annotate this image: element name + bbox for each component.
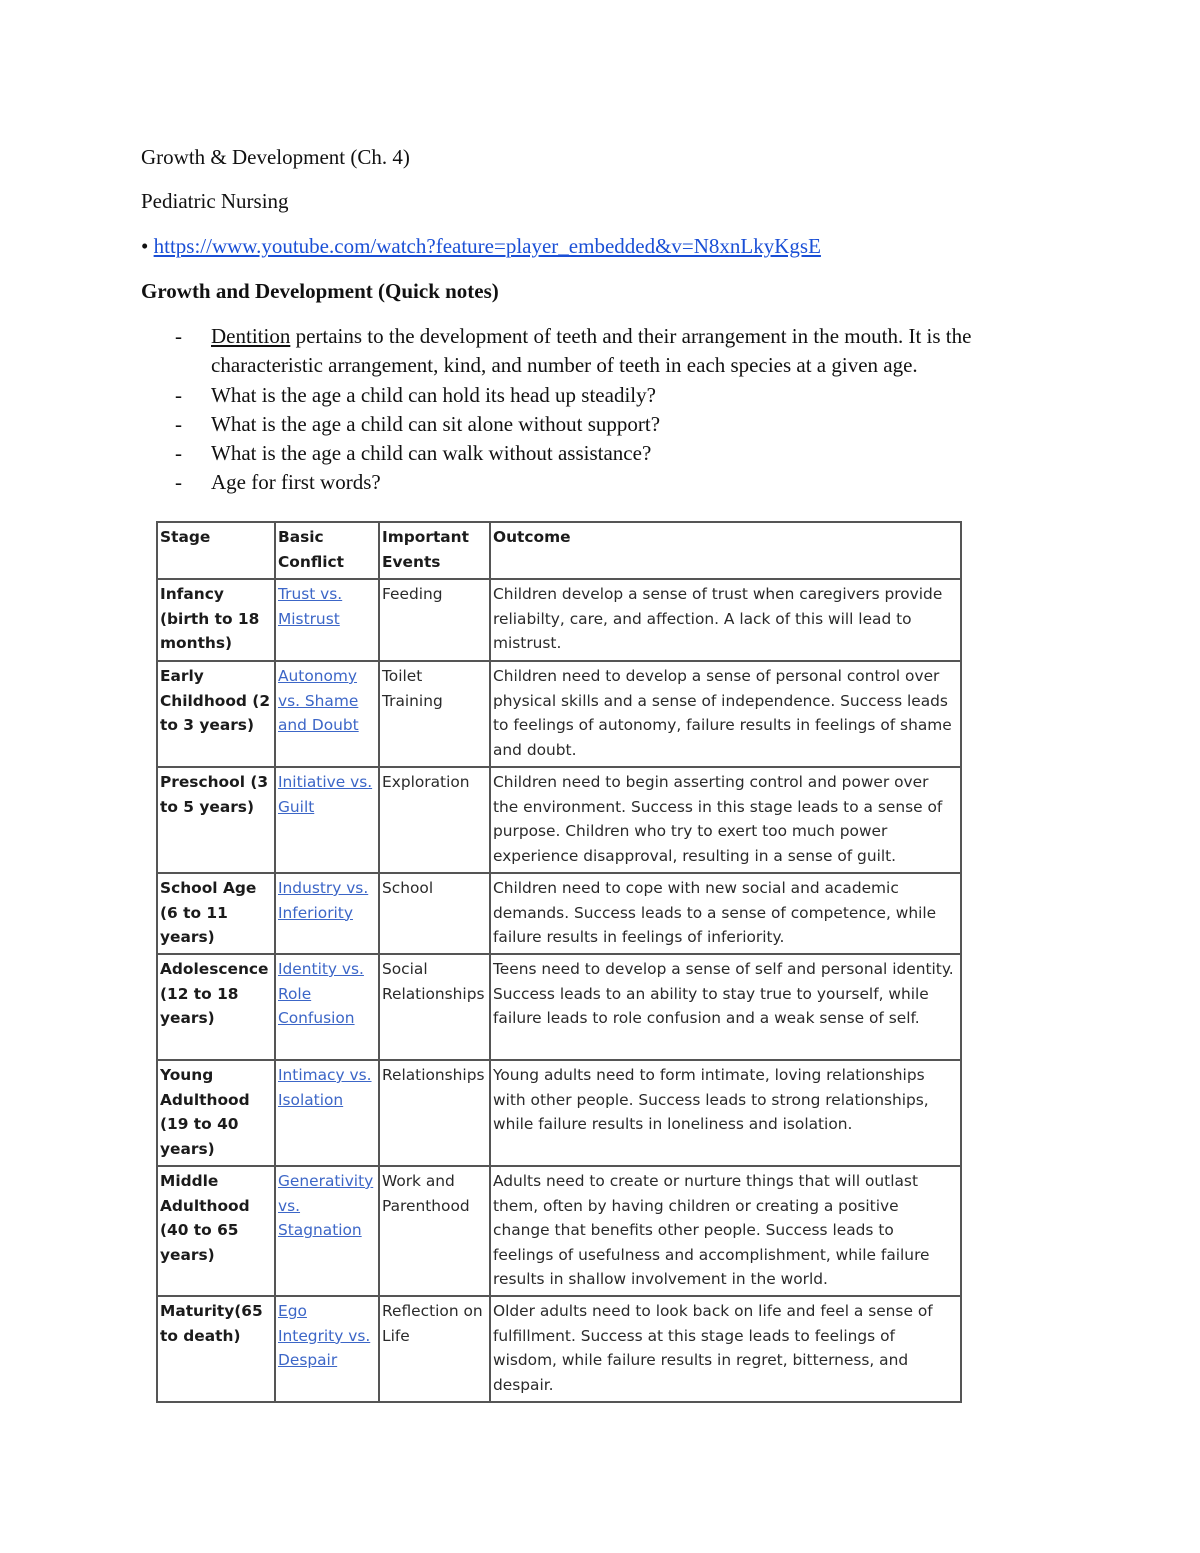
question-walk: What is the age a child can walk without assistance?	[211, 441, 652, 466]
quick-notes-list	[170, 322, 1050, 498]
events-cell: Feeding	[379, 579, 490, 661]
dentition-term: Dentition	[211, 324, 291, 348]
conflict-cell	[275, 873, 379, 954]
conflict-link[interactable]: Autonomy vs. Shame and Doubt	[278, 667, 359, 735]
list-item	[170, 468, 1050, 497]
conflict-cell	[275, 1296, 379, 1402]
events-cell: School	[379, 873, 490, 954]
table-row	[157, 1166, 961, 1296]
bullet: •	[141, 234, 149, 258]
list-item	[170, 410, 1050, 439]
events-cell: Social Relationships	[379, 954, 490, 1060]
header-outcome: Outcome	[490, 522, 961, 579]
table-row	[157, 873, 961, 954]
video-link[interactable]: https://www.youtube.com/watch?feature=player_embedded&v=N8xnLkyKgsE	[153, 234, 821, 258]
stage-cell: Middle Adulthood (40 to 65 years)	[157, 1166, 275, 1296]
question-first-words: Age for first words?	[211, 470, 381, 495]
dash-marker: -	[175, 411, 182, 436]
dash-marker: -	[175, 324, 182, 348]
conflict-link[interactable]: Generativity vs. Stagnation	[278, 1172, 374, 1240]
section-heading: Growth and Development (Quick notes)	[141, 279, 499, 303]
list-item	[170, 439, 1050, 468]
stage-cell: Maturity(65 to death)	[157, 1296, 275, 1402]
question-head-up: What is the age a child can hold its head up steadily?	[211, 382, 656, 407]
header-stage: Stage	[157, 522, 275, 579]
conflict-link[interactable]: Intimacy vs. Isolation	[278, 1066, 372, 1109]
header-important-events: Important Events	[379, 522, 490, 579]
table-header-row	[157, 522, 961, 579]
outcome-cell: Children need to develop a sense of personal control over physical skills and a sense of independence. Success leads to feelings of autonomy, failure results in feelings of shame and doubt.	[490, 661, 961, 767]
header-basic-conflict: Basic Conflict	[275, 522, 379, 579]
conflict-cell	[275, 954, 379, 1060]
table-row	[157, 1060, 961, 1166]
events-cell: Toilet Training	[379, 661, 490, 767]
dash-marker: -	[175, 382, 182, 407]
conflict-cell	[275, 579, 379, 661]
outcome-cell: Older adults need to look back on life and feel a sense of fulfillment. Success at this stage leads to feelings of wisdom, while failure results in regret, bitterness, and despair.	[490, 1296, 961, 1402]
stage-cell: Infancy (birth to 18 months)	[157, 579, 275, 661]
conflict-link[interactable]: Initiative vs. Guilt	[278, 773, 373, 816]
list-item	[170, 322, 1050, 381]
stage-cell: School Age (6 to 11 years)	[157, 873, 275, 954]
table-row	[157, 954, 961, 1060]
dash-marker: -	[175, 441, 182, 466]
stage-cell: Young Adulthood (19 to 40 years)	[157, 1060, 275, 1166]
table-row	[157, 1296, 961, 1402]
events-cell: Work and Parenthood	[379, 1166, 490, 1296]
conflict-link[interactable]: Identity vs. Role Confusion	[278, 960, 364, 1028]
dentition-definition: pertains to the development of teeth and their arrangement in the mouth. It is the characteristic arrangement, kind, and number of teeth in each species at a given age.	[211, 324, 972, 378]
stage-cell: Early Childhood (2 to 3 years)	[157, 661, 275, 767]
table-row	[157, 579, 961, 661]
conflict-cell	[275, 1166, 379, 1296]
events-cell: Reflection on Life	[379, 1296, 490, 1402]
document-subtitle: Pediatric Nursing	[141, 189, 289, 213]
outcome-cell: Children need to begin asserting control and power over the environment. Success in this stage leads to a sense of purpose. Children who try to exert too much power experience disapproval, resulting in a sense of guilt.	[490, 767, 961, 873]
outcome-cell: Children need to cope with new social and academic demands. Success leads to a sense of competence, while failure results in feelings of inferiority.	[490, 873, 961, 954]
conflict-link[interactable]: Ego Integrity vs. Despair	[278, 1302, 371, 1370]
outcome-cell: Young adults need to form intimate, loving relationships with other people. Success leads to strong relationships, while failure results in loneliness and isolation.	[490, 1060, 961, 1166]
erikson-stages-table-wrapper	[156, 521, 962, 1403]
events-cell: Exploration	[379, 767, 490, 873]
list-item	[170, 381, 1050, 410]
question-sit-alone: What is the age a child can sit alone without support?	[211, 411, 661, 436]
erikson-stages-table	[156, 521, 962, 1403]
video-link-line	[141, 233, 821, 259]
conflict-link[interactable]: Trust vs. Mistrust	[278, 585, 343, 628]
table-row	[157, 767, 961, 873]
outcome-cell: Children develop a sense of trust when caregivers provide reliabilty, care, and affection. A lack of this will lead to mistrust.	[490, 579, 961, 661]
conflict-cell	[275, 1060, 379, 1166]
conflict-cell	[275, 767, 379, 873]
conflict-link[interactable]: Industry vs. Inferiority	[278, 879, 369, 922]
stage-cell: Preschool (3 to 5 years)	[157, 767, 275, 873]
outcome-cell: Teens need to develop a sense of self and personal identity. Success leads to an ability to stay true to yourself, while failure leads to role confusion and a weak sense of self.	[490, 954, 961, 1060]
outcome-cell: Adults need to create or nurture things that will outlast them, often by having children or creating a positive change that benefits other people. Success leads to feelings of usefulness and accomplishment, while failure results in shallow involvement in the world.	[490, 1166, 961, 1296]
dash-marker: -	[175, 470, 182, 495]
table-row	[157, 661, 961, 767]
events-cell: Relationships	[379, 1060, 490, 1166]
stage-cell: Adolescence (12 to 18 years)	[157, 954, 275, 1060]
conflict-cell	[275, 661, 379, 767]
document-title: Growth & Development (Ch. 4)	[141, 145, 410, 169]
